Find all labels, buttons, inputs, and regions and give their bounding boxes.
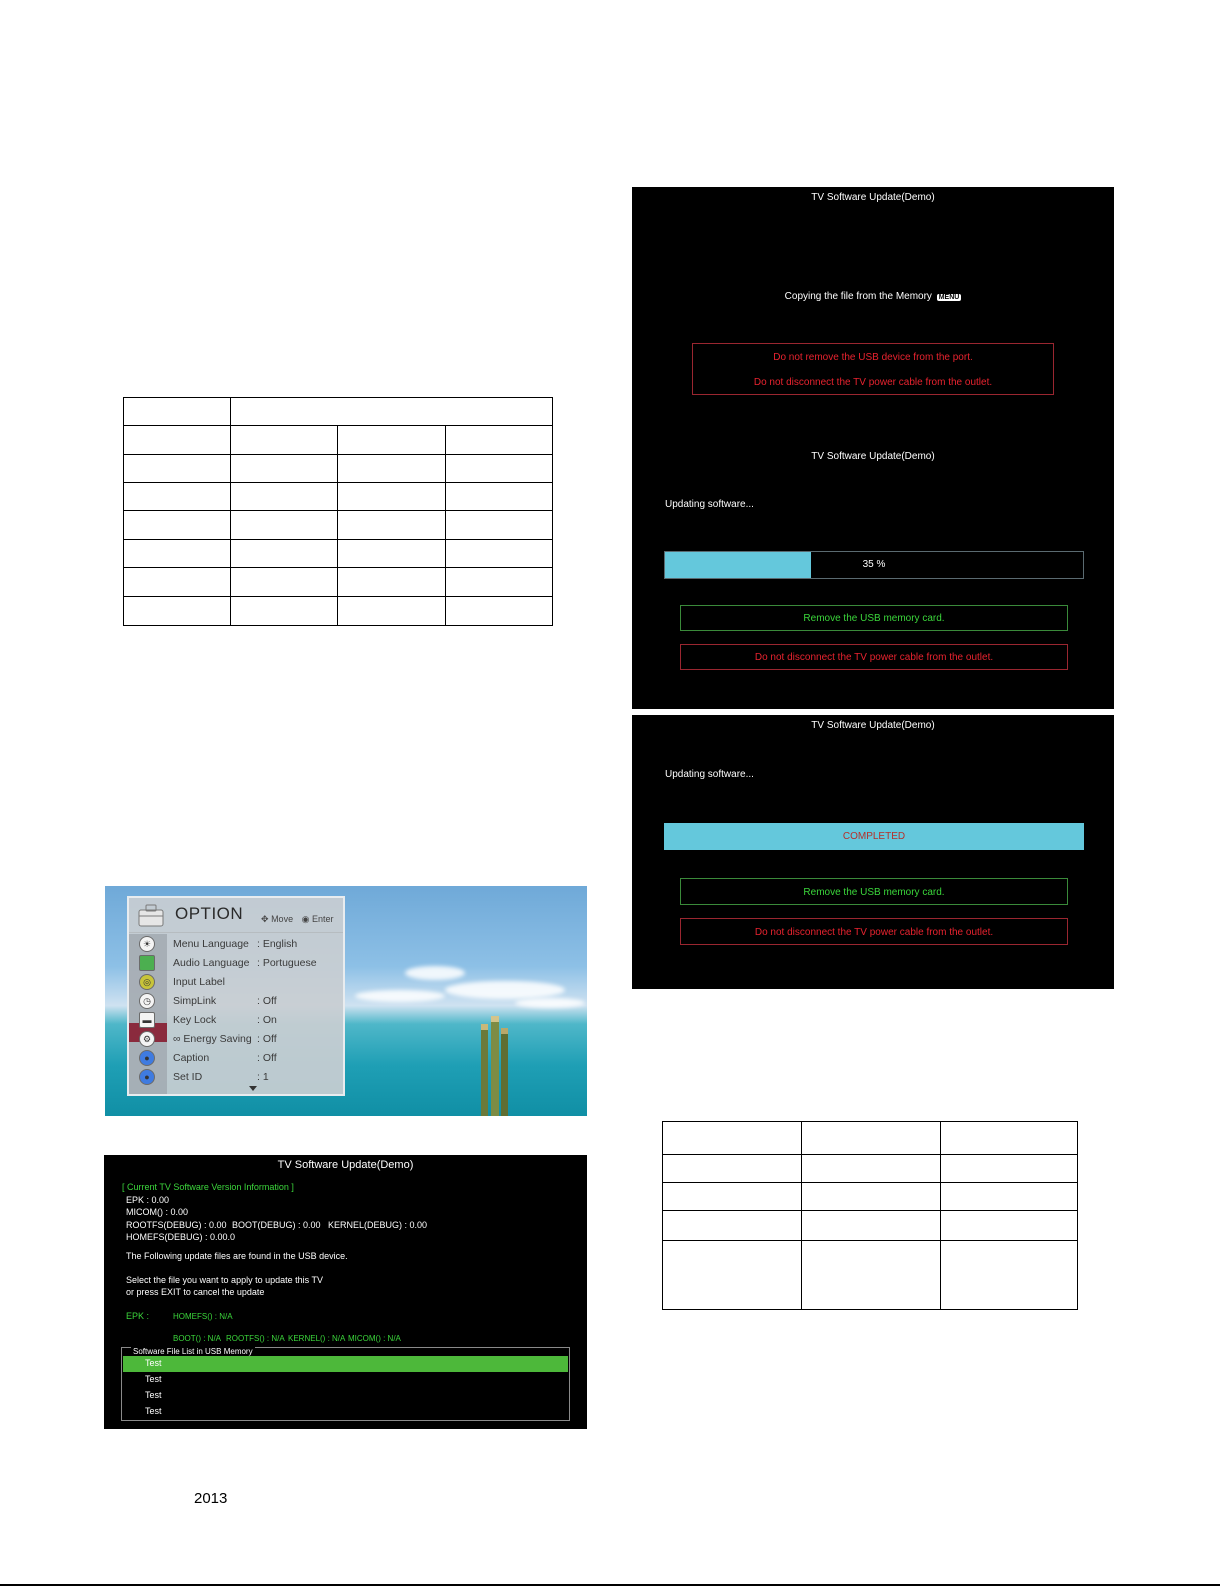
file-list-item-selected[interactable]: [123, 1356, 568, 1372]
progress-bar: [664, 551, 1084, 579]
option-item-key-lock[interactable]: Key Lock: [173, 1014, 217, 1026]
enter-dot-icon: ◉: [301, 914, 310, 924]
remove-usb-box: [680, 605, 1068, 631]
usb-warning-text: Do not remove the USB device from the port.: [773, 352, 973, 363]
cloud-shape: [405, 966, 465, 980]
table-cell: [231, 398, 553, 426]
table-cell: [445, 539, 552, 567]
updating-software-text: Updating software...: [665, 769, 754, 780]
table-cell: [124, 511, 231, 539]
option-menu-header: [129, 898, 343, 933]
nav-move-label: Move: [271, 914, 294, 924]
table-cell: [124, 398, 231, 426]
file-list-title: Software File List in USB Memory: [133, 1347, 253, 1356]
option-item-set-id[interactable]: Set ID: [173, 1071, 203, 1083]
remove-usb-box: [680, 878, 1068, 905]
table-cell: [445, 454, 552, 482]
power-warning-text: Do not disconnect the TV power cable from the outlet.: [754, 927, 994, 938]
wooden-pilings-image: [477, 1006, 513, 1116]
option-value-key-lock: : On: [257, 1014, 277, 1026]
table-cell: [445, 568, 552, 596]
option-menu-screenshot: [105, 886, 587, 1116]
version-micom: MICOM() : 0.00: [126, 1207, 189, 1217]
option-value-simplink: : Off: [257, 995, 277, 1007]
table-cell: [338, 483, 445, 511]
epk-label: EPK :: [126, 1311, 150, 1321]
table-cell: [941, 1155, 1078, 1183]
table-cell: [338, 568, 445, 596]
completed-screen-title: TV Software Update(Demo): [811, 720, 935, 731]
table-cell: [338, 596, 445, 625]
table-cell: [231, 596, 338, 625]
file-list-screen-title: TV Software Update(Demo): [277, 1159, 414, 1171]
option-value-menu-language: : English: [257, 938, 298, 950]
file-list-item[interactable]: [123, 1404, 568, 1420]
table-cell: [124, 568, 231, 596]
option-item-simplink[interactable]: SimpLink: [173, 995, 217, 1007]
table-cell: [802, 1211, 941, 1240]
remove-usb-text: Remove the USB memory card.: [803, 887, 945, 898]
version-homefs: HOMEFS(DEBUG) : 0.00.0: [126, 1232, 236, 1242]
table-cell: [231, 511, 338, 539]
energy-leaf-icon: ∞: [173, 1033, 181, 1045]
table-cell: [802, 1122, 941, 1155]
option-item-energy-saving-label: Energy Saving: [183, 1033, 252, 1045]
table-cell: [941, 1211, 1078, 1240]
table-cell: [941, 1183, 1078, 1211]
power-warning-text: Do not disconnect the TV power cable from the outlet.: [753, 377, 993, 388]
table-cell: [124, 454, 231, 482]
table-cell: [445, 426, 552, 454]
scroll-down-arrow-icon[interactable]: [249, 1086, 257, 1091]
table-cell: [338, 454, 445, 482]
exit-hint-text: or press EXIT to cancel the update: [126, 1287, 265, 1297]
updating-software-text: Updating software...: [665, 499, 754, 510]
table-cell: [338, 539, 445, 567]
power-warning-text: Do not disconnect the TV power cable from the outlet.: [754, 652, 994, 663]
footer-rule: [0, 1584, 1220, 1586]
clock-category-icon[interactable]: ◷: [139, 993, 155, 1009]
table-cell: [445, 596, 552, 625]
files-found-text: The Following update files are found in the USB device.: [126, 1251, 348, 1261]
screen-category-icon[interactable]: [139, 955, 155, 971]
footer-year: 2013: [194, 1490, 228, 1507]
kernel-na: KERNEL() : N/A: [288, 1334, 346, 1343]
table-cell: [663, 1122, 802, 1155]
table-cell: [231, 454, 338, 482]
file-name: Test: [145, 1406, 162, 1416]
support-category-icon[interactable]: ●: [139, 1069, 155, 1085]
file-list-box: [121, 1347, 570, 1421]
remove-usb-text: Remove the USB memory card.: [803, 613, 945, 624]
input-category-icon[interactable]: ●: [139, 1050, 155, 1066]
completed-text: COMPLETED: [842, 831, 906, 842]
cloud-shape: [355, 990, 445, 1002]
file-name: Test: [145, 1390, 162, 1400]
completed-bar: [664, 823, 1084, 850]
select-file-text: Select the file you want to apply to update this TV: [126, 1275, 323, 1285]
table-cell: [802, 1240, 941, 1309]
table-cell: [941, 1240, 1078, 1309]
picture-category-icon[interactable]: ☀: [139, 936, 155, 952]
option-value-energy-saving: : Off: [257, 1033, 277, 1045]
table-cell: [231, 483, 338, 511]
table-cell: [663, 1183, 802, 1211]
copy-screen-title: TV Software Update(Demo): [811, 192, 935, 203]
table-cell: [231, 539, 338, 567]
option-item-menu-language[interactable]: Menu Language: [173, 938, 249, 950]
file-list-item[interactable]: [123, 1372, 568, 1388]
table-cell: [663, 1155, 802, 1183]
option-value-set-id: : 1: [257, 1071, 269, 1083]
empty-table-top: [123, 397, 553, 626]
update-screen-title: TV Software Update(Demo): [811, 451, 935, 462]
power-warning-box: [680, 644, 1068, 670]
copying-text: Copying the file from the Memory: [784, 291, 932, 302]
option-item-input-label[interactable]: Input Label: [173, 976, 225, 988]
option-value-audio-language: : Portuguese: [257, 957, 317, 969]
audio-category-icon[interactable]: ◎: [139, 974, 155, 990]
table-cell: [124, 483, 231, 511]
version-epk: EPK : 0.00: [126, 1195, 170, 1205]
cloud-shape: [445, 981, 565, 999]
option-menu-panel: [127, 896, 345, 1096]
file-list-item[interactable]: [123, 1388, 568, 1404]
table-cell: [338, 426, 445, 454]
boot-na: BOOT() : N/A: [173, 1334, 221, 1343]
usb-warning-box: [692, 343, 1054, 395]
option-menu-nav-hint: [261, 914, 333, 925]
progress-percent-text: 35 %: [862, 559, 886, 570]
lock-category-icon[interactable]: ▬: [139, 1012, 155, 1028]
menu-key-badge[interactable]: MENU: [938, 294, 960, 301]
micom-na: MICOM() : N/A: [348, 1334, 401, 1343]
copying-status: [632, 291, 1114, 302]
move-arrows-icon: ✥: [261, 914, 269, 924]
table-cell: [802, 1183, 941, 1211]
table-cell: [124, 426, 231, 454]
option-value-caption: : Off: [257, 1052, 277, 1064]
homefs-na: HOMEFS() : N/A: [173, 1312, 233, 1321]
copy-progress-screen: [632, 187, 1114, 709]
nav-enter-label: Enter: [311, 914, 334, 924]
version-rootfs: ROOTFS(DEBUG) : 0.00: [126, 1220, 227, 1230]
file-name: Test: [145, 1374, 162, 1384]
table-cell: [941, 1122, 1078, 1155]
power-warning-box: [680, 918, 1068, 945]
table-cell: [338, 511, 445, 539]
option-item-energy-saving[interactable]: [173, 1033, 252, 1045]
completed-screen: [632, 715, 1114, 989]
table-cell: [663, 1211, 802, 1240]
option-item-caption[interactable]: Caption: [173, 1052, 210, 1064]
table-cell: [124, 539, 231, 567]
file-name: Test: [145, 1358, 162, 1368]
option-item-audio-language[interactable]: Audio Language: [173, 957, 250, 969]
table-cell: [663, 1240, 802, 1309]
table-cell: [231, 568, 338, 596]
table-cell: [445, 511, 552, 539]
table-cell: [445, 483, 552, 511]
version-kernel: KERNEL(DEBUG) : 0.00: [328, 1220, 428, 1230]
table-cell: [231, 426, 338, 454]
cloud-shape: [515, 998, 585, 1008]
table-cell: [802, 1155, 941, 1183]
file-list-screen: [104, 1155, 587, 1429]
empty-table-bottom: [662, 1121, 1078, 1310]
option-category-icon[interactable]: ⚙: [139, 1031, 155, 1047]
toolbox-icon: [137, 902, 165, 928]
rootfs-na: ROOTFS() : N/A: [226, 1334, 285, 1343]
table-cell: [124, 596, 231, 625]
option-menu-title: OPTION: [175, 904, 244, 923]
version-boot: BOOT(DEBUG) : 0.00: [232, 1220, 321, 1230]
version-info-header: [ Current TV Software Version Information ]: [122, 1182, 294, 1192]
